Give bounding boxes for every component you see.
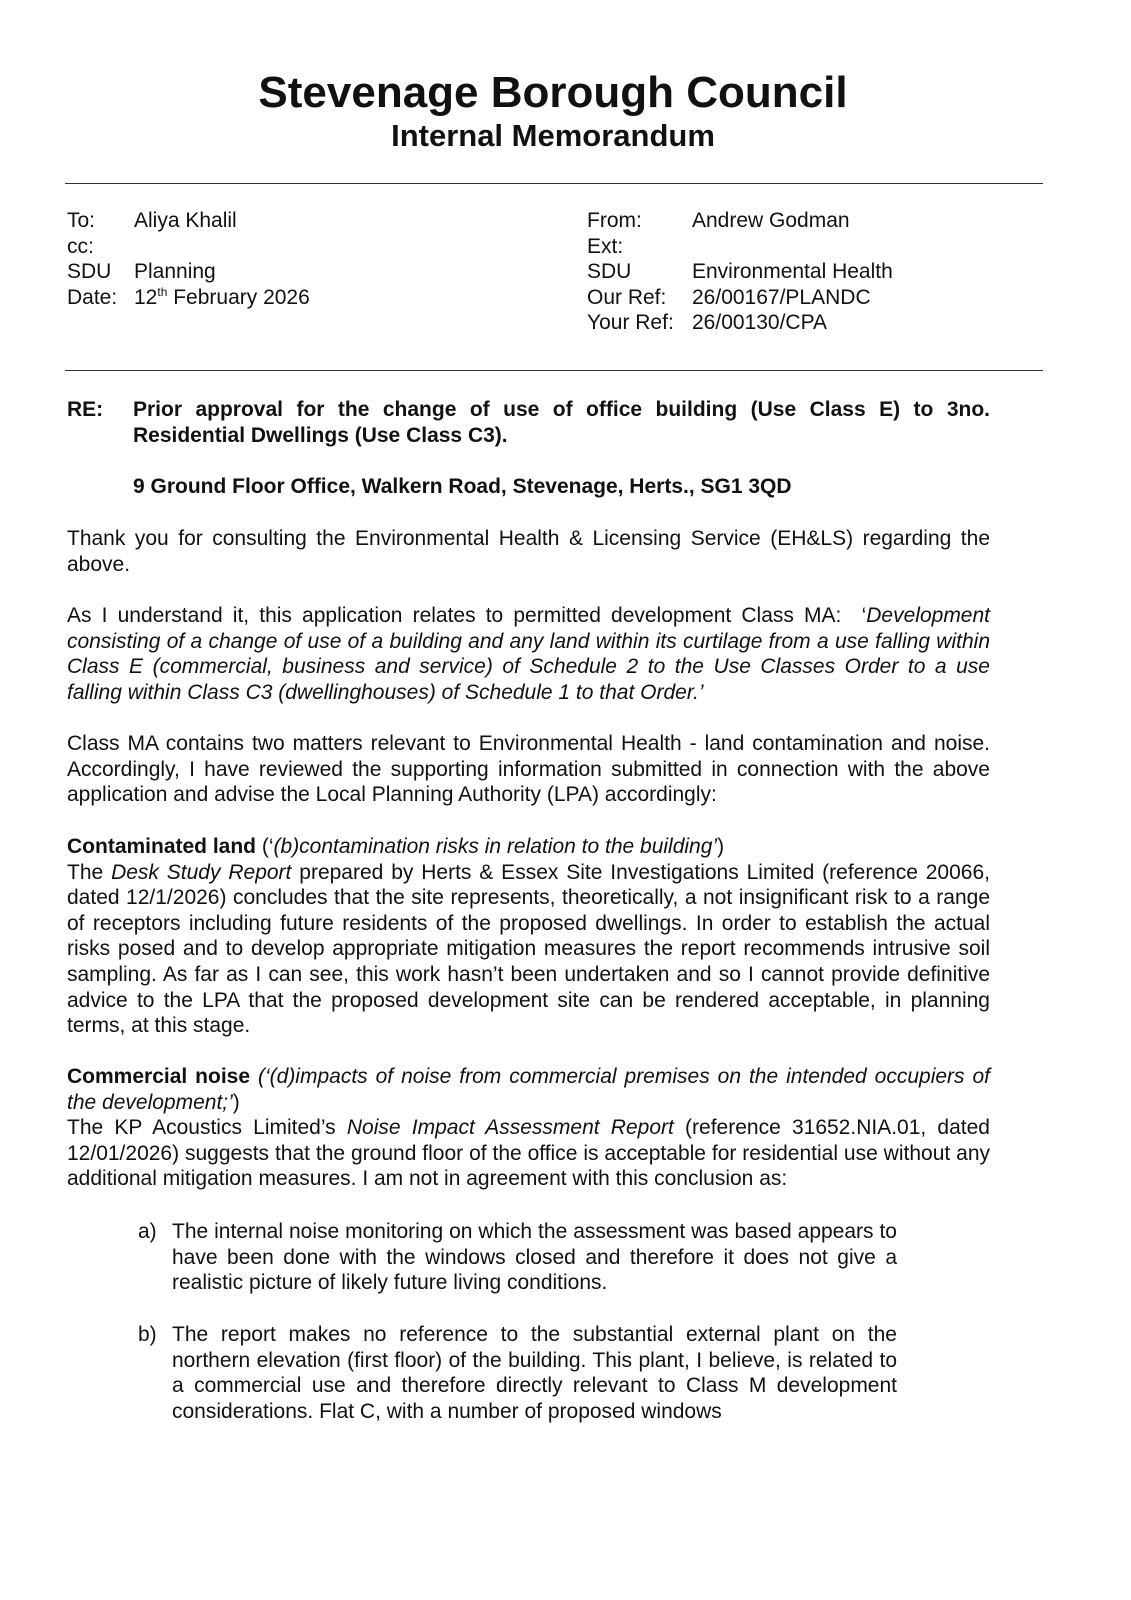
section-contaminated-land xyxy=(67,834,990,1039)
your-ref-label: Your Ref: xyxy=(587,311,674,334)
memo-sender-block xyxy=(587,208,893,336)
site-address: 9 Ground Floor Office, Walkern Road, Stevenage, Herts., SG1 3QD xyxy=(133,475,792,498)
report-title: Desk Study Report xyxy=(111,860,292,884)
section-commercial-noise xyxy=(67,1064,996,1192)
section-quote: (‘(d)impacts of noise from commercial premises on the intended occupiers of the development;’ xyxy=(67,1065,996,1114)
document-type-title: Internal Memorandum xyxy=(391,118,715,153)
from-label: From: xyxy=(587,209,642,232)
section-text: The KP Acoustics Limited’s xyxy=(67,1116,347,1140)
paren-open: (‘ xyxy=(256,835,274,858)
our-ref-value: 26/00167/PLANDC xyxy=(692,285,871,309)
section-text: (reference 31652.NIA.01, dated 12/01/2026) suggests that the ground floor of the office is acceptable for residential use without any additional mitigation measures. I am not in agreement with this conclusion as: xyxy=(67,1116,990,1191)
section-heading: Contaminated land xyxy=(67,835,257,858)
paren-close: ) xyxy=(717,835,725,858)
section-text: The xyxy=(67,860,112,884)
report-title: Noise Impact Assessment Report xyxy=(346,1116,674,1140)
list-text: The report makes no reference to the substantial external plant on the northern elevation (first floor) of the building. This plant, I believe, is related to a commercial use and therefore directly relevant to Class M development considerations. Flat C, with a number of proposed windows xyxy=(172,1323,897,1423)
section-heading: Commercial noise xyxy=(67,1065,251,1088)
your-ref-value: 26/00130/CPA xyxy=(692,311,828,334)
list-marker: a) xyxy=(138,1220,157,1243)
sdu-label: SDU xyxy=(67,260,112,283)
sdu-value: Planning xyxy=(134,260,216,283)
paren-close: ) xyxy=(232,1090,240,1114)
our-ref-label: Our Ref: xyxy=(587,285,667,309)
organisation-title: Stevenage Borough Council xyxy=(258,68,848,117)
list-marker: b) xyxy=(138,1323,157,1346)
paragraph-matters xyxy=(67,731,990,808)
matters-text: Class MA contains two matters relevant to Environmental Health - land contamination and noise. Accordingly, I have reviewed the supporting information submitted in connection with the above application and advise the Local Planning Authority (LPA) accordingly: xyxy=(67,732,990,807)
paragraph-class-ma xyxy=(67,603,990,705)
date-value xyxy=(134,285,310,311)
to-label: To: xyxy=(67,209,96,232)
class-ma-text: As I understand it, this application relates to permitted development Class MA: ‘ xyxy=(67,604,867,627)
ext-label: Ext: xyxy=(587,234,624,258)
list-text: The internal noise monitoring on which the assessment was based appears to have been done with the windows closed and therefore it does not give a realistic picture of likely future living conditions. xyxy=(172,1220,897,1295)
cc-label: cc: xyxy=(67,234,94,258)
list-item xyxy=(138,1219,897,1296)
paragraph-intro xyxy=(67,526,990,577)
from-value: Andrew Godman xyxy=(692,209,850,232)
divider xyxy=(65,370,1043,371)
subject-block xyxy=(67,397,990,500)
to-value: Aliya Khalil xyxy=(134,209,237,232)
date-suffix: th xyxy=(157,284,168,299)
section-quote: (b)contamination risks in relation to the building’ xyxy=(273,835,718,858)
date-day: 12 xyxy=(134,285,158,309)
date-label: Date: xyxy=(67,285,118,309)
sdu-label: SDU xyxy=(587,260,632,283)
intro-text: Thank you for consulting the Environmental Health & Licensing Service (EH&LS) regarding the above. xyxy=(67,527,990,576)
re-label: RE: xyxy=(67,398,104,421)
list-item xyxy=(138,1322,897,1424)
divider xyxy=(65,183,1043,184)
section-text: prepared by Herts & Essex Site Investigations Limited (reference 20066, dated 12/1/2026) concludes that the site represents, theoretically, a not insignificant risk to a range of receptors including future residents of the proposed dwellings. In order to establish the actual risks posed and to develop appropriate mitigation measures the report recommends intrusive soil sampling. As far as I can see, this work hasn’t been undertaken and so I cannot provide definitive advice to the LPA that the proposed development site can be rendered acceptable, in planning terms, at this stage. xyxy=(67,860,990,1038)
date-rest: February 2026 xyxy=(167,285,310,309)
class-ma-quote: Development consisting of a change of use of a building and any land within its curtilage from a use falling within Class E (commercial, business and service) of Schedule 2 to the Use Classes Order to a use falling within Class C3 (dwellinghouses) of Schedule 1 to that Order.’ xyxy=(67,604,990,704)
subject-text: Prior approval for the change of use of office building (Use Class E) to 3no. Residential Dwellings (Use Class C3). xyxy=(133,398,990,447)
sdu-value: Environmental Health xyxy=(692,260,893,283)
memo-recipient-block xyxy=(67,208,310,310)
